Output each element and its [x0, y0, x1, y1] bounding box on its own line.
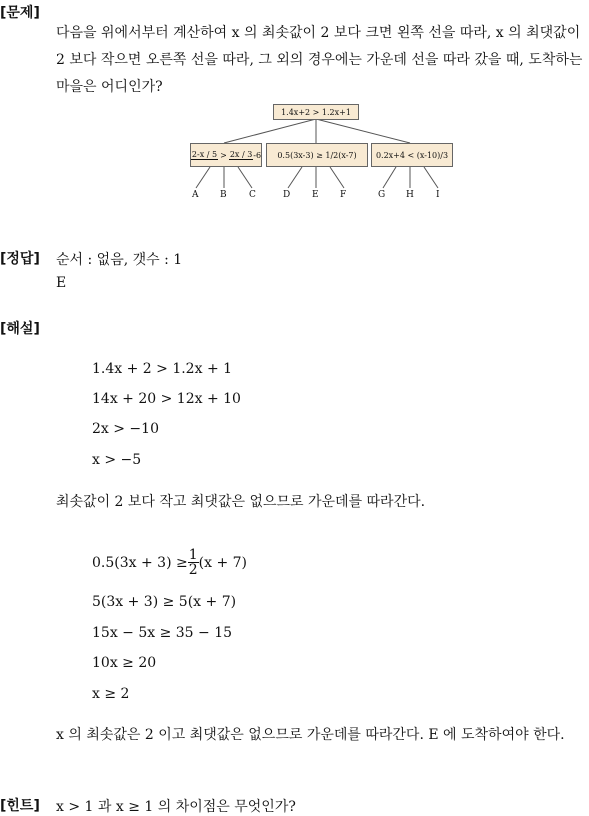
block2-line-1-right: (x + 7) [198, 554, 247, 571]
answer-tag: [정답] [0, 251, 40, 267]
leaf-line-a [196, 167, 210, 188]
leaf-g: G [378, 190, 386, 200]
fraction-numerator: 1 [188, 547, 198, 563]
block1-line-3: 2x > −10 [92, 421, 159, 437]
tree-root: 1.4x+2 > 1.2x+1 [273, 104, 359, 120]
hint-tag: [힌트] [0, 798, 40, 814]
problem-tag: [문제] [0, 5, 40, 21]
left-tail: -6 [253, 150, 262, 160]
branch-right [316, 119, 410, 143]
left-frac-1-text: 2-x / 5 [191, 150, 218, 159]
block2-line-1-fraction [188, 548, 199, 577]
leaf-line-i [424, 167, 438, 188]
block1-line-1: 1.4x + 2 > 1.2x + 1 [92, 361, 233, 377]
left-frac-2 [229, 150, 253, 160]
left-op: > [220, 150, 227, 160]
block2-line-3: 15x − 5x ≥ 35 − 15 [92, 625, 233, 641]
leaf-d: D [283, 190, 291, 200]
leaf-i: I [436, 190, 440, 200]
tree-node-left [190, 143, 262, 167]
leaf-line-c [238, 167, 252, 188]
fraction-denominator: 2 [188, 562, 198, 578]
hint-text: x > 1 과 x ≥ 1 의 차이점은 무엇인가? [56, 799, 296, 815]
tree-node-right: 0.2x+4 < (x-10)/3 [371, 143, 453, 167]
answer-line-2: E [56, 275, 67, 291]
block1-line-4: x > −5 [92, 452, 142, 468]
left-frac-1 [191, 150, 218, 160]
leaf-line-f [330, 167, 344, 188]
leaf-e: E [312, 190, 319, 200]
block2-line-4: 10x ≥ 20 [92, 655, 157, 671]
leaf-a: A [192, 190, 199, 200]
branch-left [224, 119, 316, 143]
left-frac-2-text: 2x / 3 [229, 150, 253, 159]
answer-line-1: 순서 : 없음, 갯수 : 1 [56, 252, 183, 268]
block1-line-2: 14x + 20 > 12x + 10 [92, 391, 241, 407]
block2-line-1 [92, 548, 247, 577]
leaf-c: C [249, 190, 256, 200]
explanation-sentence-2: x 의 최솟값은 2 이고 최댓값은 없으므로 가운데를 따라간다. E 에 도착하여야 한다. [56, 727, 565, 743]
leaf-f: F [340, 190, 347, 200]
leaf-h: H [406, 190, 414, 200]
problem-text: 다음을 위에서부터 계산하여 x 의 최솟값이 2 보다 크면 왼쪽 선을 따라, x 의 최댓값이 2 보다 작으면 오른쪽 선을 따라, 그 외의 경우에는 가운데 선을 따라 갔을 때, 도착하는 마을은 어디인가? [56, 25, 583, 95]
leaf-line-g [383, 167, 396, 188]
block2-line-1-left: 0.5(3x + 3) ≥ [92, 554, 188, 571]
block2-line-2: 5(3x + 3) ≥ 5(x + 7) [92, 594, 237, 610]
explanation-tag: [해설] [0, 321, 40, 337]
explanation-sentence-1: 최솟값이 2 보다 작고 최댓값은 없으므로 가운데를 따라간다. [56, 494, 426, 510]
leaf-b: B [220, 190, 227, 200]
leaf-line-d [288, 167, 302, 188]
block2-line-5: x ≥ 2 [92, 686, 130, 702]
tree-node-middle: 0.5(3x-3) ≥ 1/2(x-7) [266, 143, 368, 167]
